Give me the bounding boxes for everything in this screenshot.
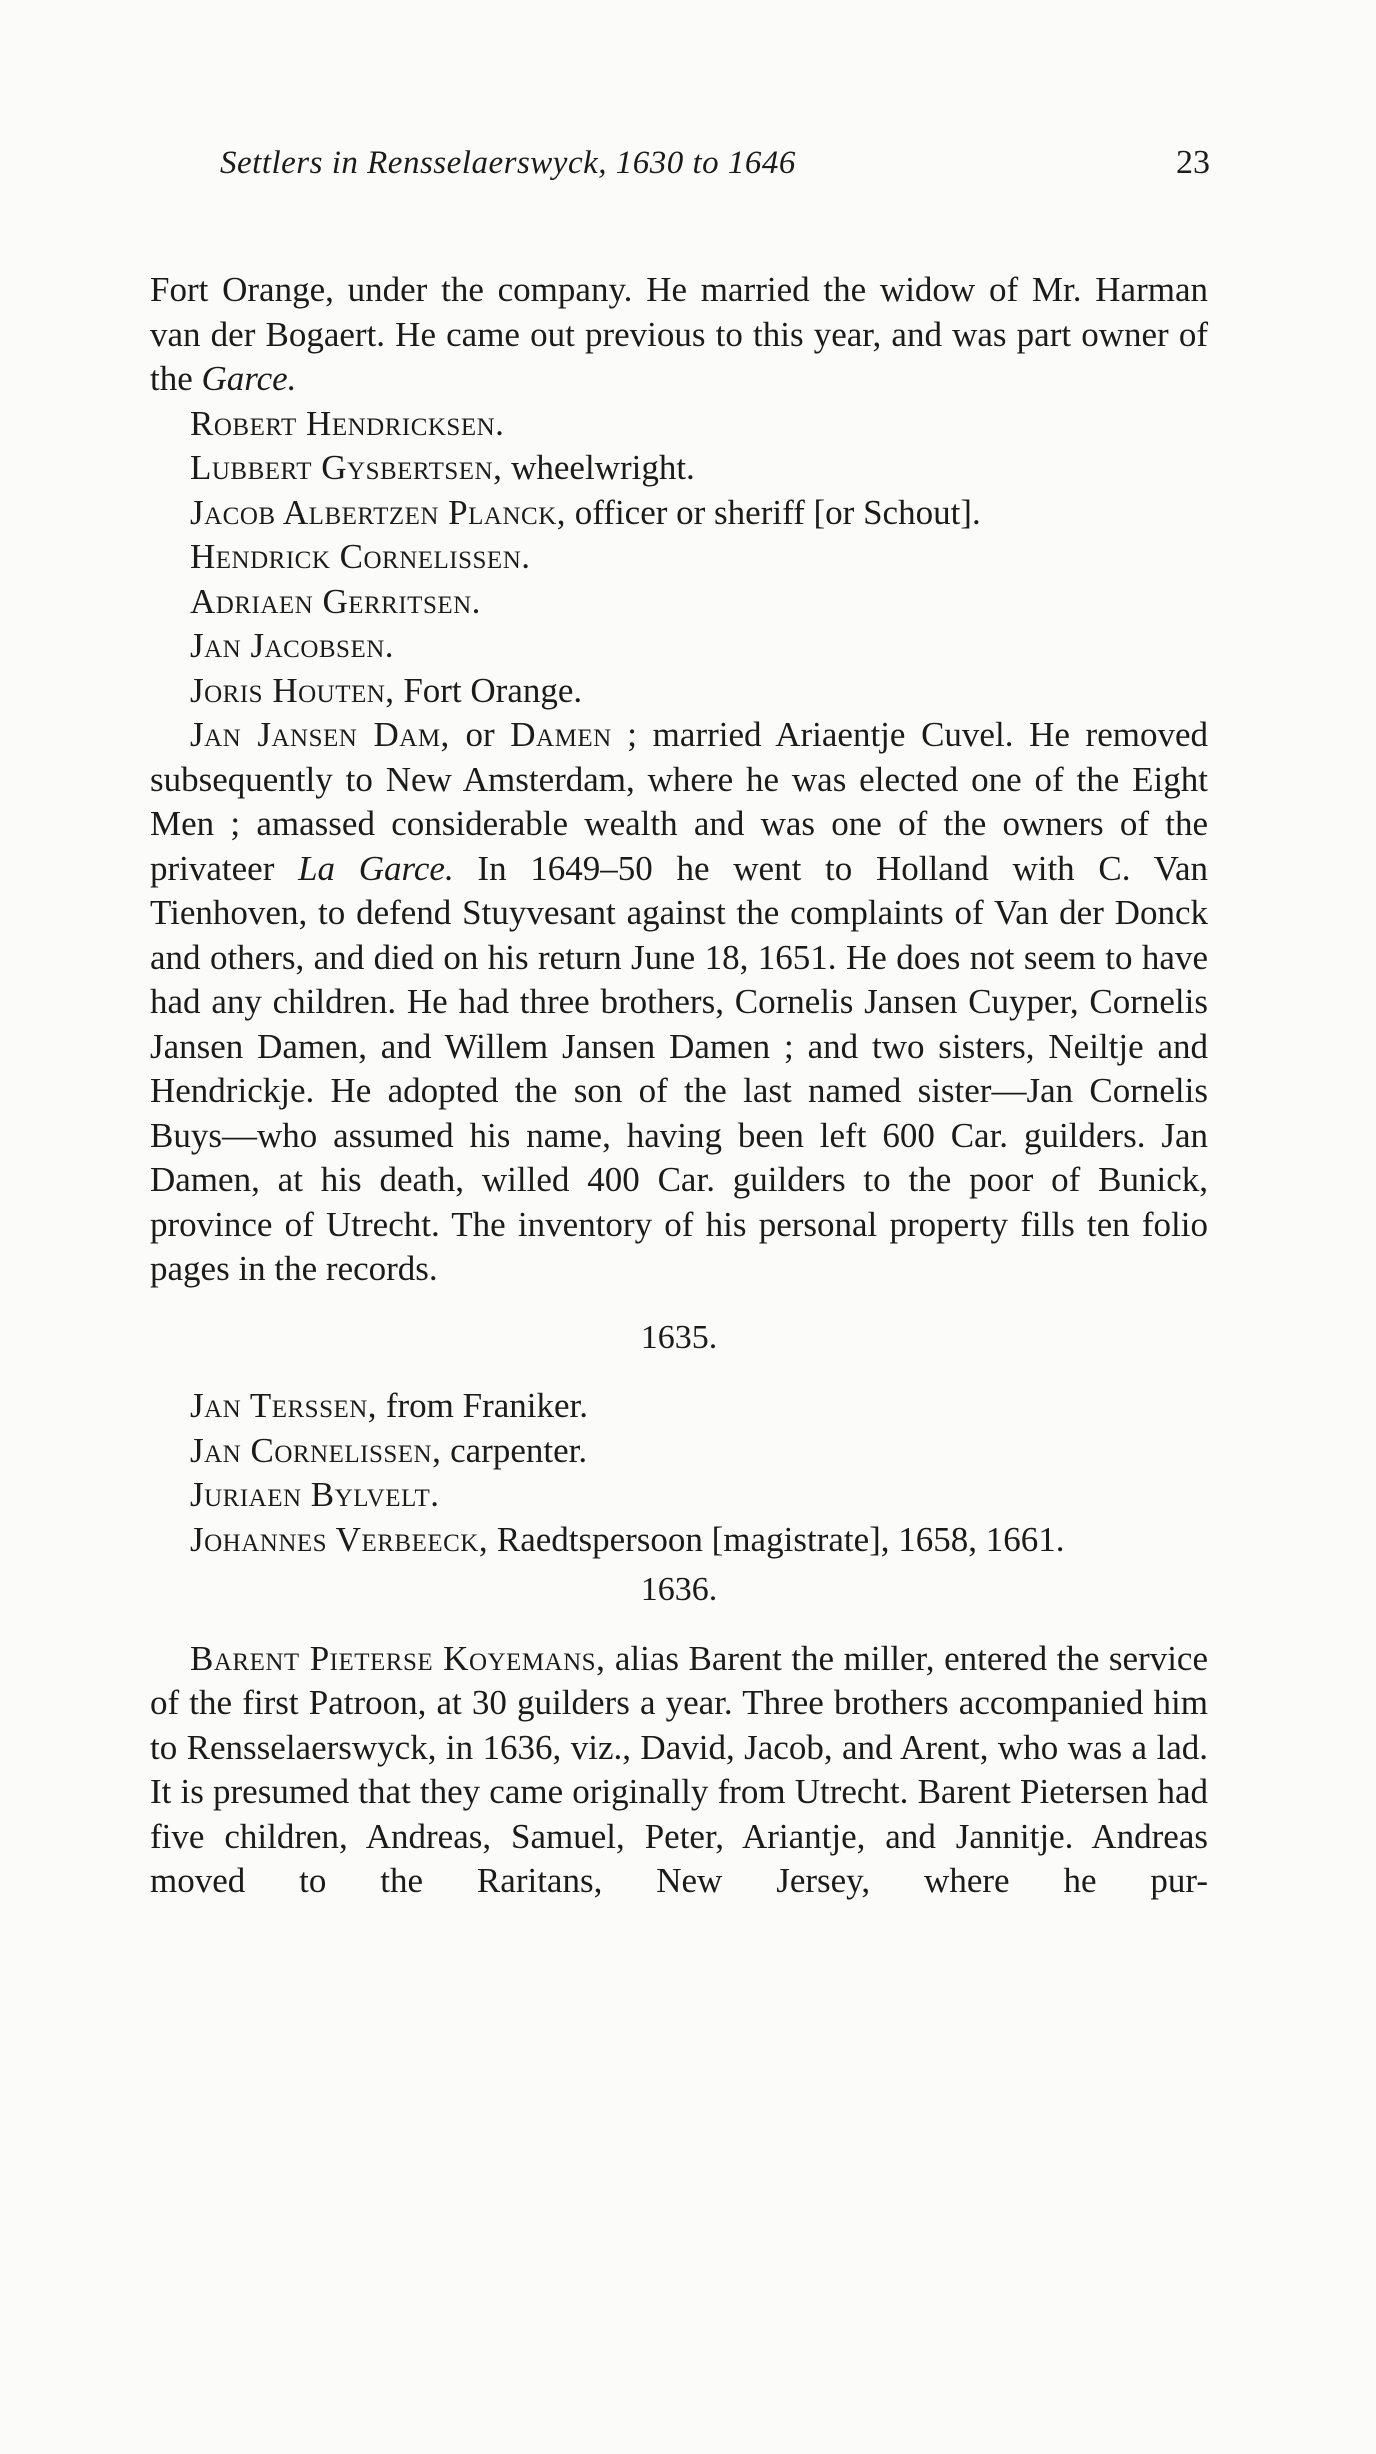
entry-jan-jacobsen: [150, 624, 1208, 669]
entry-name: Johannes Verbeeck,: [190, 1519, 489, 1559]
paragraph-text: Fort Orange, under the company. He married the widow of Mr. Harman van der Bogaert. He came out previous to this year, and was part owner of the: [150, 270, 1208, 398]
entry-name: Jan Terssen,: [190, 1386, 378, 1425]
entry-text-continued: In 1649–50 he went to Holland with C. Van Tienhoven, to defend Stuyvesant against the complaints of Van der Donck and others, and died on his return June 18, 1651. He does not seem to have had any children. He had three brothers, Cornelis Jansen Cuyper, Cornelis Jansen Damen, and Willem Jansen Damen ; and two sisters, Neiltje and Hendrickje. He adopted the son of the last named sister—Jan Cornelis Buys—who assumed his name, having been left 600 Car. guilders. Jan Damen, at his death, willed 400 Car. guilders to the poor of Bunick, province of Utrecht. The inventory of his personal property fills ten folio pages in the records.: [150, 848, 1208, 1288]
running-head: [220, 138, 1210, 188]
ship-name: La Garce.: [298, 848, 454, 888]
entry-johannes-verbeeck: [150, 1518, 1208, 1563]
entry-alt-name: Damen: [510, 715, 612, 754]
entry-jan-jansen-dam: [150, 713, 1208, 1292]
entry-text: carpenter.: [441, 1430, 588, 1470]
entry-name: Juriaen Bylvelt.: [190, 1475, 440, 1514]
entry-name: Barent Pieterse Koyemans,: [190, 1638, 606, 1678]
ship-name: Garce.: [201, 359, 297, 398]
entry-adriaen-gerritsen: [150, 580, 1208, 625]
paragraph-continued: [150, 268, 1208, 402]
entry-joris-houten: [150, 669, 1208, 714]
year-heading-1636: 1636.: [640, 1571, 718, 1608]
entry-jan-cornelissen: [150, 1429, 1208, 1474]
entry-text: officer or sheriff [or Schout].: [566, 492, 981, 532]
page-number: 23: [1176, 144, 1210, 181]
entry-text: wheelwright.: [502, 448, 695, 487]
text-block: [150, 268, 1208, 1904]
entry-name: Lubbert Gysbertsen,: [190, 448, 503, 487]
running-title: Settlers in Rensselaerswyck, 1630 to 1646: [220, 145, 796, 181]
entry-name: Robert Hendricksen.: [190, 403, 505, 443]
entry-name: Jan Cornelissen,: [190, 1430, 442, 1470]
entry-text: alias Barent the miller, entered the service of the first Patroon, at 30 guilders a year. Three brothers accompanied him to Rensselaerswyck, in 1636, viz., David, Jacob, and Arent, who was a lad. It is presumed that they came originally from Utrecht. Barent Pietersen had five children, Andreas, Samuel, Peter, Ariantje, and Jannitje. Andreas moved to the Raritans, New Jersey, where he pur-: [150, 1638, 1208, 1900]
year-heading-1635: 1635.: [640, 1318, 718, 1356]
entry-name: Jacob Albertzen Planck,: [190, 492, 567, 532]
entry-name: Jan Jacobsen.: [190, 626, 395, 665]
entry-hendrick-cornelissen: [150, 535, 1208, 580]
entry-text: ; married Ariaentje Cuvel. He removed subsequently to New Amsterdam, where he was elected one of the Eight Men ; amassed considerable wealth and was one of the owners of the privateer: [150, 715, 1208, 888]
entry-jan-terssen: [150, 1384, 1208, 1429]
entry-name: Hendrick Cornelissen.: [190, 537, 531, 576]
entry-name: Adriaen Gerritsen.: [190, 581, 481, 621]
entry-jacob-albertzen-planck: [150, 491, 1208, 536]
entry-lubbert-gysbertsen: [150, 446, 1208, 491]
entry-text: Raedtspersoon [magistrate], 1658, 1661.: [488, 1519, 1065, 1559]
entry-text: Fort Orange.: [394, 670, 583, 710]
entry-juriaen-bylvelt: [150, 1473, 1208, 1518]
entry-barent-pieterse-koyemans: [150, 1637, 1208, 1904]
entry-name: Jan Jansen Dam,: [190, 715, 450, 754]
entry-robert-hendricksen: [150, 402, 1208, 447]
entry-name: Joris Houten,: [190, 670, 395, 710]
entry-text: from Franiker.: [377, 1386, 588, 1425]
entry-connector: or: [449, 715, 511, 754]
